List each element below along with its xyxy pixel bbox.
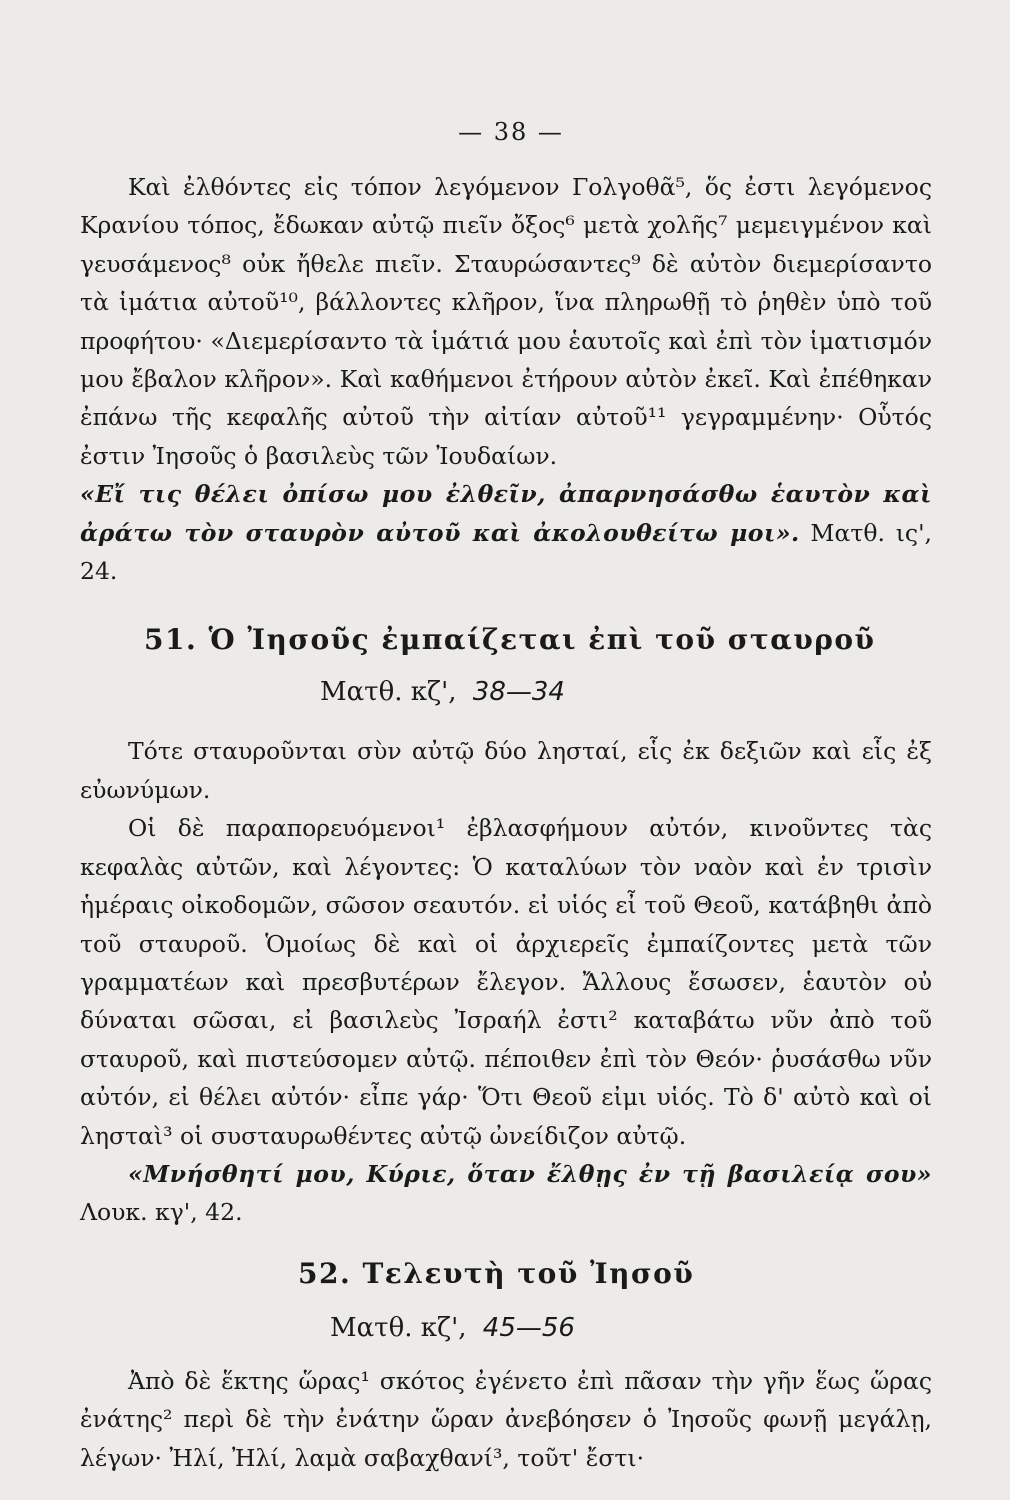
section-reference [80,1308,932,1348]
reference-book: Ματθ. [320,677,403,708]
quote-reference: Λουκ. κγ', 42. [80,1198,243,1227]
section-paragraph: Τότε σταυροῦνται σὺν αὐτῷ δύο λησταί, εἷς ἐκ δεξιῶν καὶ εἷς ἐξ εὐωνύμων. [80,737,932,804]
reference-verses: 45—56 [482,1312,575,1343]
section-reference [80,672,932,712]
reference-book: Ματθ. [330,1312,413,1343]
reference-verses: 38—34 [472,677,565,708]
section-51 [80,620,932,1231]
reference-chapter: κζ', [420,1312,467,1343]
reference-chapter: κζ', [410,677,457,708]
passage-paragraph: Καὶ ἐλθόντες εἰς τόπον λεγόμενον Γολγοθᾶ⁵, ὅς ἐστι λεγόμενος Κρανίου τόπος, ἔδωκαν αὐτῷ πιεῖν ὄξος⁶ μετὰ χολῆς⁷ μεμειγμένον καὶ γευσάμενος⁸ οὐκ ἤθελε πιεῖν. Σταυρώσαντες⁹ δὲ αὐτὸν διεμερίσαντο τὰ ἱμάτια αὐτοῦ¹⁰, βάλλοντες κλῆρον, ἵνα πληρωθῇ τὸ ῥηθὲν ὑπὸ τοῦ προφήτου· «Διεμερίσαντο τὰ ἱμάτιά μου ἑαυτοῖς καὶ ἐπὶ τὸν ἱματισμόν μου ἔβαλον κλῆρον». Καὶ καθήμενοι ἐτήρουν αὐτὸν ἐκεῖ. Καὶ ἐπέθηκαν ἐπάνω τῆς κεφαλῆς αὐτοῦ τὴν αἰτίαν αὐτοῦ¹¹ γεγραμμένην· Οὗτός ἐστιν Ἰησοῦς ὁ βασιλεὺς τῶν Ἰουδαίων. [80,173,932,470]
quote-reference: Ματθ. ις', 24. [80,518,932,586]
section-52 [80,1254,932,1477]
section-paragraph: Οἱ δὲ παραπορευόμενοι¹ ἐβλασφήμουν αὐτόν, κινοῦντες τὰς κεφαλὰς αὐτῶν, καὶ λέγοντες: Ὁ καταλύων τὸν ναὸν καὶ ἐν τρισὶν ἡμέραις οἰκοδομῶν, σῶσον σεαυτόν. εἰ υἱός εἶ τοῦ Θεοῦ, κατάβηθι ἀπὸ τοῦ σταυροῦ. Ὁμοίως δὲ καὶ οἱ ἀρχιερεῖς ἐμπαίζοντες μετὰ τῶν γραμματέων καὶ πρεσβυτέρων ἔλεγον. Ἄλλους ἔσωσεν, ἑαυτὸν οὐ δύναται σῶσαι, εἰ βασιλεὺς Ἰσραήλ ἐστι² καταβάτω νῦν ἀπὸ τοῦ σταυροῦ, καὶ πιστεύσομεν αὐτῷ. πέποιθεν ἐπὶ τὸν Θεόν· ῥυσάσθω νῦν αὐτόν, εἰ θέλει αὐτόν· εἶπε γάρ· Ὅτι Θεοῦ εἰμι υἱός. Τὸ δ' αὐτὸ καὶ οἱ λησταὶ³ οἱ συσταυρωθέντες αὐτῷ ὠνείδιζον αὐτῷ. [80,814,932,1150]
scripture-quote [80,1155,932,1232]
quote-text: «Εἴ τις θέλει ὀπίσω μου ἐλθεῖν, ἀπαρνησάσθω ἑαυτὸν καὶ ἀράτω τὸν σταυρὸν αὐτοῦ καὶ ἀκολουθείτω μοι». [80,480,932,547]
quote-text: «Μνήσθητί μου, Κύριε, ὅταν ἔλθῃς ἐν τῇ βασιλείᾳ σου» [128,1159,932,1188]
section-heading: 52. Τελευτὴ τοῦ Ἰησοῦ [298,1256,695,1290]
section-heading: 51. Ὁ Ἰησοῦς ἐμπαίζεται ἐπὶ τοῦ σταυροῦ [144,623,876,657]
page-number: — 38 — [458,118,564,146]
section-paragraph: Ἀπὸ δὲ ἕκτης ὥρας¹ σκότος ἐγένετο ἐπὶ πᾶσαν τὴν γῆν ἕως ὥρας ἐνάτης² περὶ δὲ τὴν ἐνάτην ὥραν ἀνεβόησεν ὁ Ἰησοῦς φωνῇ μεγάλῃ, λέγων· Ἠλί, Ἠλί, λαμὰ σαβαχθανί³, τοῦτ' ἔστι· [80,1366,932,1472]
scripture-quote [80,475,932,590]
